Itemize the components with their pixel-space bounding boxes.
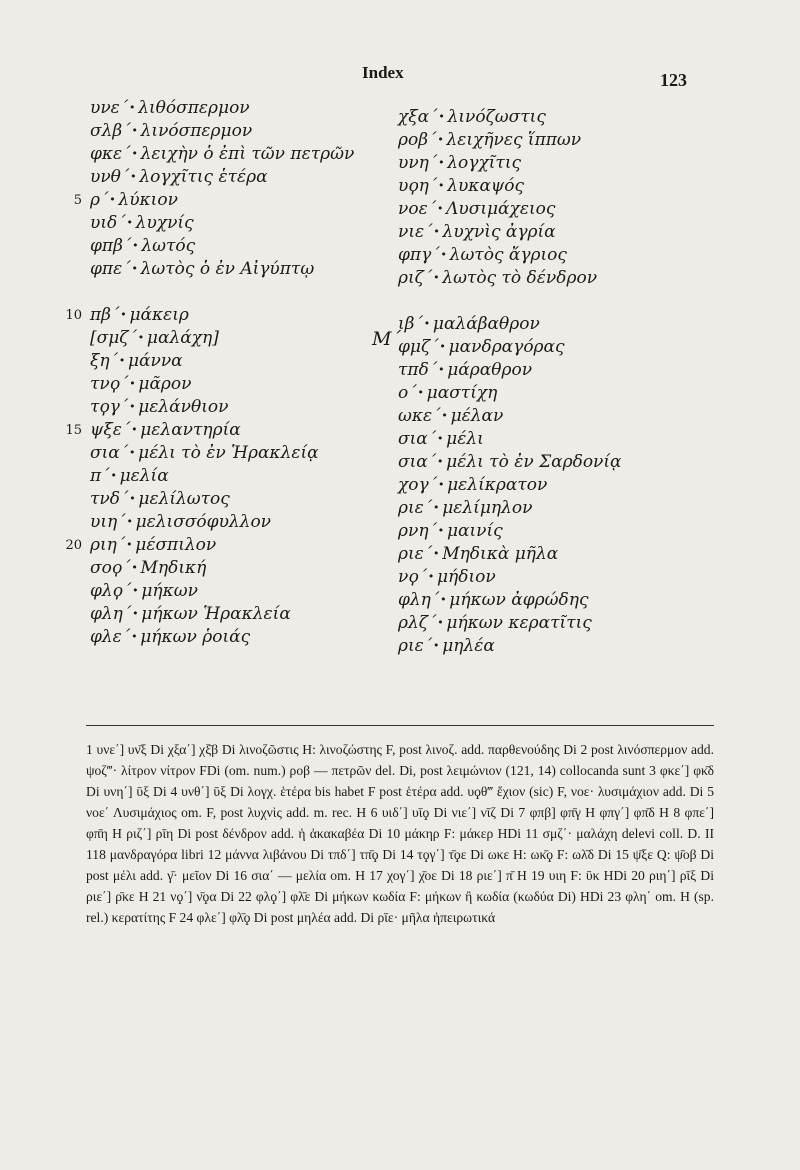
entry-term: λειχῆνες ἵππων [446, 130, 582, 150]
entry-number: [σμζ΄ · [90, 327, 147, 350]
entry-number: ρλζ΄ · [398, 612, 446, 635]
line-number: 10 [65, 308, 82, 323]
index-entry [90, 258, 380, 281]
index-entry [398, 290, 698, 313]
index-entry [90, 97, 380, 120]
entry-term: λύκιον [118, 190, 178, 210]
index-entry [65, 304, 380, 327]
index-entry [398, 129, 698, 152]
index-entry [65, 419, 380, 442]
entry-number: φλε΄ · [90, 626, 140, 649]
entry-number: πβ΄ · [90, 304, 129, 327]
entry-term: μέλι τὸ ἐν Ἡρακλείᾳ [138, 443, 319, 463]
index-entry [90, 442, 380, 465]
index-entry [398, 313, 698, 336]
entry-number: σοϙ΄ · [90, 557, 141, 580]
entry-number: υιδ΄ · [90, 212, 136, 235]
index-entry [90, 465, 380, 488]
entry-number: ρ΄ · [90, 189, 118, 212]
entry-term: μελαντηρία [140, 420, 241, 440]
entry-number: τνϙ΄ · [90, 373, 138, 396]
index-entry [73, 189, 380, 212]
index-entry [398, 612, 698, 635]
entry-term: λινόσπερμον [140, 121, 253, 141]
entry-term: λωτὸς ὁ ἐν Αἰγύπτῳ [140, 259, 315, 279]
entry-number: φλη΄ · [90, 603, 141, 626]
index-entry [90, 488, 380, 511]
entry-number: φπγ΄ · [398, 244, 450, 267]
entry-term: μελίκρατον [447, 475, 548, 495]
entry-number: σλβ΄ · [90, 120, 141, 143]
index-column-right [398, 106, 698, 658]
page-number: 123 [660, 70, 687, 90]
entry-term: λιθόσπερμον [138, 98, 250, 118]
entry-number: ριε΄ · [398, 543, 442, 566]
critical-apparatus: 1 υνε΄] υν̄ξ Di χξα΄] χξ̄β Di λινοζῶστις H: λινοζώστης F, post λινοζ. add. παρθενούδης Di 2 post λινόσπερμον add. ψοζ‴· λίτρον νίτρον FDi (om. num.) ροβ — πετρῶν del. Di, post λειμώνιον (121, 14) collocanda sunt 3 φκε΄] φκ̄δ Di υνη΄] ῡξ Di 4 υνθ΄] ῡξ Di λογχ. ἑτέρα bis habet F post ἑτέρα add. υϙθ‴ ἔχιον (sic) F, νοε· λυσιμάχιον add. Di 5 νοε΄ Λυσιμάχιος om. F, post λυχνὶς add. m. rec. H 6 υιδ΄] υῑϙ Di νιε΄] νῑζ Di 7 φπβ] φπ̄γ H φπγ΄] φπ̄δ H 8 φπε΄] φπ̄η H ριζ΄] ρῑη Di post δένδρον add. ἡ ἀκακαβέα Di 10 μάκηρ F: μάκερ HDi 11 σμζ΄· μαλάχη delevi coll. D. II 118 μανδραγόρα libri 12 μάννα λιβάνου Di τπδ΄] τπ̄ϙ Di 14 τϙγ΄] τ̄ϙε Di ωκε H: ωκ̄ϙ F: ωλ̄δ Di 15 ψ̄ξε Q: ψ̄οβ Di post μέλι add. γ̄· μεῖον Di 16 σια΄ — μελία om. H 17 χογ΄] χ̄οε Di 18 ριε΄] π̄ H 19 υιη F: ῡκ HDi 20 ριη΄] ρῑξ Di ριε΄] ρ̄κε H 21 νϙ΄] ν̄ϙα Di 22 φλϙ΄] φλ̄ε Di μήκων κωδία F: μήκων ἢ κωδία (κωδύα Di) HDi 23 φλη΄ om. H (sp. rel.) κερατίτης F 24 φλε΄] φλ̄ϙ Di post μηλέα add. Di ρῑε· μῆλα ἠπειρωτικά [86, 742, 714, 925]
index-entry [398, 428, 698, 451]
index-entry [398, 152, 698, 175]
section-letter: Μ΄ [372, 328, 401, 350]
index-entry [398, 589, 698, 612]
entry-number: ωκε΄ · [398, 405, 451, 428]
entry-term: μελία [119, 466, 169, 486]
index-entry [398, 175, 698, 198]
entry-term: μάραθρον [447, 360, 533, 380]
entry-term: μελίμηλον [442, 498, 533, 518]
index-entry [90, 166, 380, 189]
index-entry [398, 543, 698, 566]
entry-term: μαστίχη [426, 383, 498, 403]
entry-term: μήκων ἀφρώδης [449, 590, 589, 610]
entry-term: μήκων κερατῖτις [446, 613, 592, 633]
index-entry [398, 451, 698, 474]
index-entry [398, 520, 698, 543]
entry-number: χξα΄ · [398, 106, 448, 129]
index-entry [90, 580, 380, 603]
entry-number: φλη΄ · [398, 589, 449, 612]
entry-term: μήκων Ἡρακλεία [141, 604, 291, 624]
entry-number: υνη΄ · [398, 152, 447, 175]
entry-term: μηλέα [442, 636, 495, 656]
index-entry [398, 106, 698, 129]
entry-term: μαλάχη] [146, 328, 219, 348]
index-entry [90, 120, 380, 143]
entry-term: μαλάβαθρον [432, 314, 540, 334]
index-entry [398, 267, 698, 290]
line-number: 5 [73, 193, 82, 208]
index-entry [398, 497, 698, 520]
entry-term: λυχνὶς ἀγρία [442, 222, 556, 242]
entry-number: π΄ · [90, 465, 120, 488]
entry-number: τϙγ΄ · [90, 396, 138, 419]
entry-number: ροβ΄ · [398, 129, 446, 152]
index-entry [65, 534, 380, 557]
index-entry [90, 373, 380, 396]
index-entry [398, 405, 698, 428]
entry-number: ριη΄ · [90, 534, 135, 557]
entry-term: λογχῖτις [447, 153, 522, 173]
index-entry [90, 511, 380, 534]
entry-term: λυκαψός [447, 176, 525, 196]
index-entry [90, 603, 380, 626]
entry-term: μελίλωτος [138, 489, 230, 509]
index-entry [90, 626, 380, 649]
entry-term: μελάνθιον [138, 397, 229, 417]
entry-term: μέσπιλον [135, 535, 217, 555]
index-entry [398, 566, 698, 589]
footnote-rule [86, 725, 714, 726]
entry-term: μάκειρ [129, 305, 189, 325]
entry-number: υνθ΄ · [90, 166, 139, 189]
entry-term: μαινίς [446, 521, 503, 541]
entry-number: υιη΄ · [90, 511, 136, 534]
entry-number: χογ΄ · [398, 474, 447, 497]
entry-number: σια΄ · [398, 428, 446, 451]
entry-term: λινόζωστις [447, 107, 546, 127]
entry-number: ριε΄ · [398, 635, 442, 658]
entry-number: φμζ΄ · [398, 336, 449, 359]
entry-number: ριε΄ · [398, 497, 442, 520]
entry-term: λωτὸς τὸ δένδρον [442, 268, 598, 288]
entry-number: τπδ΄ · [398, 359, 447, 382]
index-entry [90, 212, 380, 235]
index-entry [90, 396, 380, 419]
index-entry [90, 281, 380, 304]
entry-number: ιβ΄ · [398, 313, 433, 336]
entry-number: φπε΄ · [90, 258, 141, 281]
entry-term: λωτός [141, 236, 196, 256]
entry-number: υϙη΄ · [398, 175, 447, 198]
entry-number: ξη΄ · [90, 350, 128, 373]
entry-term: μέλαν [450, 406, 504, 426]
running-header-title: Index [362, 63, 404, 82]
index-entry [398, 359, 698, 382]
entry-number: ο΄ · [398, 382, 427, 405]
line-number: 15 [65, 423, 82, 438]
entry-term: λυχνίς [135, 213, 194, 233]
entry-term: λειχὴν ὁ ἐπὶ τῶν πετρῶν [140, 144, 355, 164]
entry-term: μήδιον [437, 567, 496, 587]
index-entry [398, 198, 698, 221]
entry-number: υνε΄ · [90, 97, 138, 120]
entry-term: μέλι τὸ ἐν Σαρδονίᾳ [446, 452, 622, 472]
entry-term: μέλι [446, 429, 484, 449]
index-entry [90, 143, 380, 166]
line-number: 20 [65, 538, 82, 553]
index-entry [398, 244, 698, 267]
index-entry [90, 557, 380, 580]
entry-number: φκε΄ · [90, 143, 141, 166]
entry-term: μᾶρον [138, 374, 192, 394]
entry-term: μήκων [141, 581, 198, 601]
entry-term: μάννα [127, 351, 183, 371]
entry-number: φπβ΄ · [90, 235, 141, 258]
index-entry [398, 382, 698, 405]
entry-term: Μηδικὰ μῆλα [442, 544, 559, 564]
entry-term: Μηδική [140, 558, 207, 578]
entry-number: τνδ΄ · [90, 488, 138, 511]
entry-number: νϙ΄ · [398, 566, 437, 589]
index-entry [90, 327, 380, 350]
entry-term: μήκων ῥοιάς [140, 627, 251, 647]
entry-term: λωτὸς ἄγριος [449, 245, 567, 265]
index-entry [90, 235, 380, 258]
entry-term: μανδραγόρας [448, 337, 565, 357]
entry-number: ψξε΄ · [90, 419, 140, 442]
entry-term: λογχῖτις ἑτέρα [139, 167, 268, 187]
index-entry [90, 350, 380, 373]
index-entry [398, 221, 698, 244]
entry-number: νοε΄ · [398, 198, 446, 221]
index-entry [398, 635, 698, 658]
index-entry [398, 336, 698, 359]
entry-number: ρνη΄ · [398, 520, 447, 543]
entry-number: σια΄ · [90, 442, 138, 465]
index-column-left [65, 97, 380, 649]
entry-number: σια΄ · [398, 451, 446, 474]
entry-number: ριζ΄ · [398, 267, 442, 290]
entry-number: νιε΄ · [398, 221, 443, 244]
entry-term: Λυσιμάχειος [446, 199, 556, 219]
index-entry [398, 474, 698, 497]
entry-term: μελισσόφυλλον [135, 512, 272, 532]
entry-number: φλϙ΄ · [90, 580, 141, 603]
